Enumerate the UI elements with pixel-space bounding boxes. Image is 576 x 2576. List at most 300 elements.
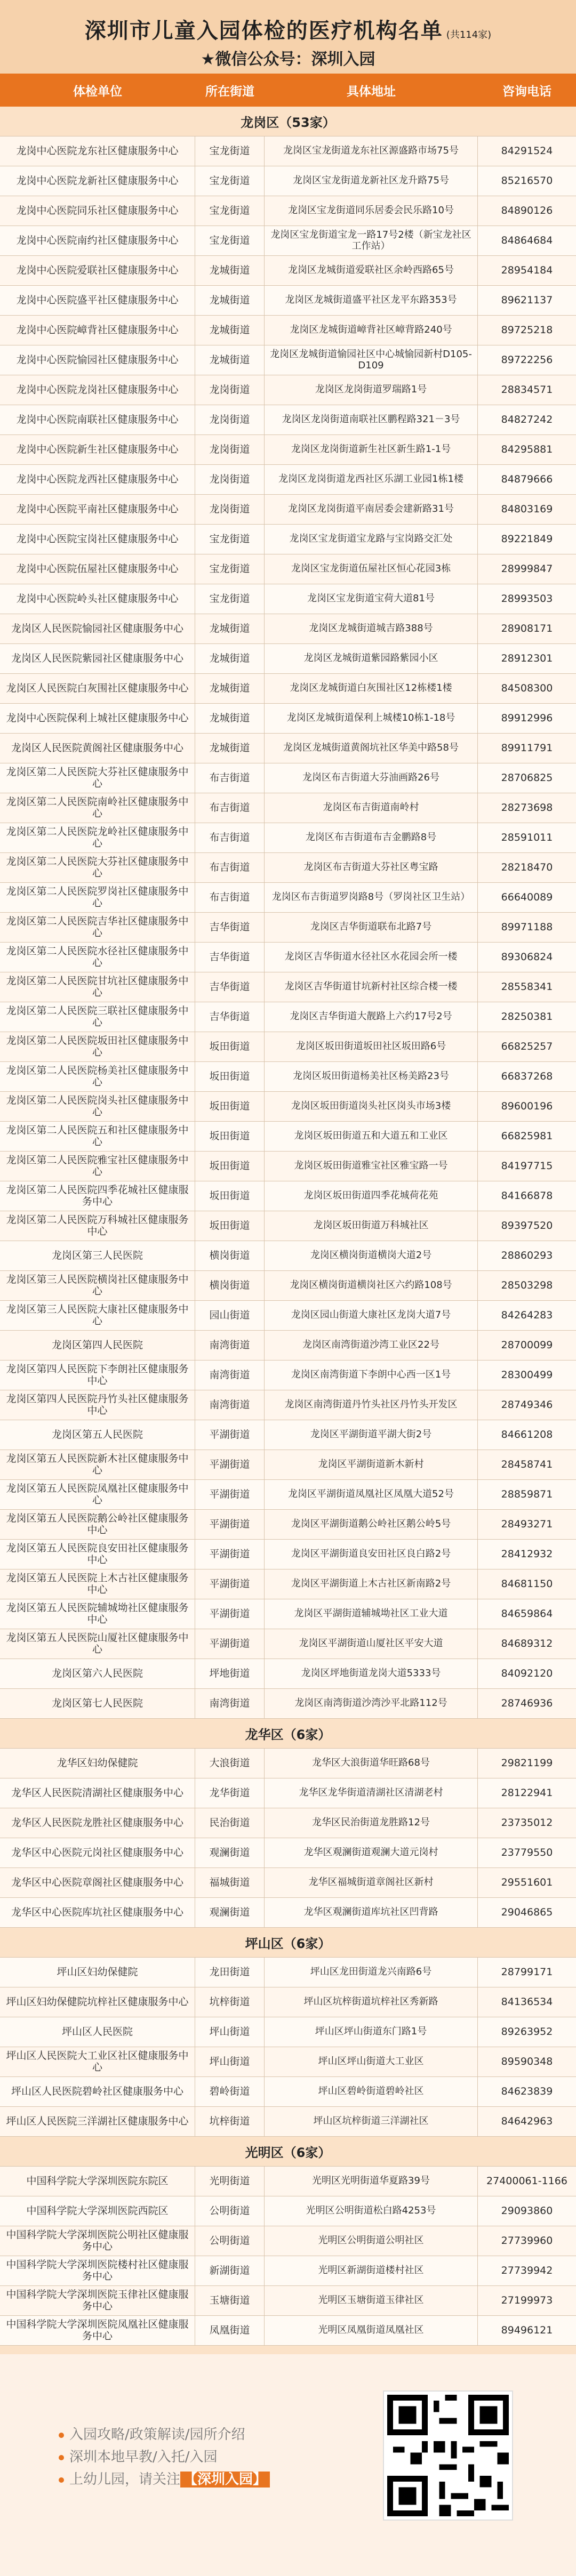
table-row [0, 2196, 576, 2226]
cell-address: 龙岗区龙岗街道南联社区鹏程路321－3号 [265, 405, 478, 434]
page-title: 深圳市儿童入园体检的医疗机构名单 (共114家) [84, 19, 492, 43]
cell-unit-name: 龙岗区第五人民医院新木社区健康服务中心 [0, 1450, 195, 1479]
cell-street: 公明街道 [195, 2196, 265, 2226]
cell-address: 龙岗区南湾街道下李朗中心西一区1号 [265, 1361, 478, 1390]
cell-phone: 28912301 [501, 652, 553, 664]
table-row [0, 674, 576, 704]
cell-address: 龙岗区平湖街道平湖大街2号 [265, 1420, 478, 1450]
bullet-icon [59, 2433, 64, 2438]
cell-address: 龙岗区龙城街道城吉路388号 [265, 614, 478, 643]
table-row [0, 435, 576, 465]
table-row [0, 1569, 576, 1599]
table-row [0, 853, 576, 883]
cell-phone: 27400061-1166 [486, 2175, 567, 2187]
cell-phone: 84661208 [501, 1428, 553, 1440]
cell-address: 龙岗区南湾街道沙湾沙平北路112号 [265, 1689, 478, 1718]
cell-street: 龙岗街道 [195, 375, 265, 405]
cell-phone: 84136534 [501, 1995, 553, 2008]
cell-phone: 89912996 [501, 712, 553, 724]
cell-street: 坂田街道 [195, 1092, 265, 1121]
cell-unit-name: 中国科学院大学深圳医院西院区 [0, 2196, 195, 2226]
cell-street: 南湾街道 [195, 1689, 265, 1718]
cell-street: 龙城街道 [195, 674, 265, 703]
table-row [0, 1420, 576, 1450]
cell-address: 龙岗区龙城街道愉园社区中心城愉园新村D105-D109 [265, 345, 478, 375]
cell-unit-name: 龙岗区第三人民医院横岗社区健康服务中心 [0, 1271, 195, 1300]
cell-address: 龙岗区宝龙街道龙东社区源盛路市场75号 [265, 136, 478, 166]
cell-address: 龙岗区平湖街道辅城坳社区工业大道 [265, 1599, 478, 1629]
cell-address: 龙岗区坪地街道龙岗大道5333号 [265, 1659, 478, 1688]
cell-address: 龙岗区龙城街道紫园路紫园小区 [265, 644, 478, 673]
cell-street: 吉华街道 [195, 913, 265, 942]
cell-phone: 28908171 [501, 622, 553, 634]
cell-unit-name: 龙岗区第二人民医院水径社区健康服务中心 [0, 943, 195, 972]
page-header [0, 0, 576, 74]
cell-address: 龙华区大浪街道华旺路68号 [265, 1749, 478, 1778]
cell-street: 坂田街道 [195, 1122, 265, 1151]
cell-unit-name: 龙岗中心医院伍屋社区健康服务中心 [0, 554, 195, 584]
cell-phone: 84803169 [501, 503, 553, 515]
cell-street: 龙城街道 [195, 316, 265, 345]
cell-phone: 28218470 [501, 861, 553, 873]
table-row [0, 883, 576, 913]
cell-address: 龙岗区宝龙街道宝荷大道81号 [265, 584, 478, 614]
cell-phone: 84890126 [501, 204, 553, 216]
cell-unit-name: 龙岗区第二人民医院大芬社区健康服务中心 [0, 763, 195, 793]
table-row [0, 465, 576, 495]
cell-unit-name: 龙岗区人民医院白灰围社区健康服务中心 [0, 674, 195, 703]
table-row [0, 495, 576, 525]
cell-unit-name: 龙岗中心医院愉园社区健康服务中心 [0, 345, 195, 375]
cell-phone: 29551601 [501, 1876, 553, 1888]
cell-address: 龙岗区园山街道大康社区龙岗大道7号 [265, 1301, 478, 1330]
cell-street: 南湾街道 [195, 1361, 265, 1390]
cell-street: 坪山街道 [195, 2047, 265, 2076]
cell-street: 布吉街道 [195, 883, 265, 912]
cell-street: 吉华街道 [195, 972, 265, 1002]
cell-street: 玉塘街道 [195, 2286, 265, 2315]
table-row [0, 2017, 576, 2047]
table-row [0, 734, 576, 763]
cell-phone: 28412932 [501, 1548, 553, 1560]
table-row [0, 525, 576, 554]
table-row [0, 166, 576, 196]
cell-address: 龙岗区平湖街道良安田社区良白路2号 [265, 1540, 478, 1569]
cell-address: 龙岗区龙城街道爱联社区余岭西路65号 [265, 256, 478, 285]
cell-unit-name: 龙岗中心医院岭头社区健康服务中心 [0, 584, 195, 614]
cell-address: 龙岗区龙城街道保利上城楼10栋1-18号 [265, 704, 478, 733]
cell-street: 吉华街道 [195, 1002, 265, 1032]
cell-unit-name: 龙岗中心医院盛平社区健康服务中心 [0, 286, 195, 315]
cell-street: 布吉街道 [195, 793, 265, 823]
cell-unit-name: 龙岗区第二人民医院四季花城社区健康服务中心 [0, 1181, 195, 1211]
cell-address: 光明区新湖街道楼村社区 [265, 2256, 478, 2285]
cell-address: 光明区公明街道松白路4253号 [265, 2196, 478, 2226]
cell-phone: 27199973 [501, 2294, 553, 2306]
cell-street: 平湖街道 [195, 1450, 265, 1479]
cell-unit-name: 龙华区中心医院元岗社区健康服务中心 [0, 1838, 195, 1867]
cell-address: 龙岗区横岗街道横岗大道2号 [265, 1241, 478, 1270]
cell-phone: 28746936 [501, 1697, 553, 1709]
cell-street: 坂田街道 [195, 1032, 265, 1061]
cell-unit-name: 龙岗区第四人民医院下李朗社区健康服务中心 [0, 1361, 195, 1390]
institution-table [0, 107, 576, 2405]
cell-address: 龙岗区横岗街道横岗社区六约路108号 [265, 1271, 478, 1300]
cell-address: 龙岗区龙城街道白灰围社区12栋楼1楼 [265, 674, 478, 703]
table-row [0, 1868, 576, 1898]
table-row [0, 972, 576, 1002]
cell-unit-name: 龙岗区第二人民医院大芬社区健康服务中心 [0, 853, 195, 882]
table-row [0, 1599, 576, 1629]
cell-unit-name: 龙岗区第五人民医院良安田社区健康服务中心 [0, 1540, 195, 1569]
table-row [0, 1152, 576, 1181]
cell-phone: 28999847 [501, 562, 553, 575]
table-row [0, 1450, 576, 1480]
cell-street: 坂田街道 [195, 1211, 265, 1241]
cell-address: 龙岗区龙城街道嶂背社区嶂背路240号 [265, 316, 478, 345]
cell-phone: 84295881 [501, 443, 553, 455]
cell-address: 龙岗区吉华街道大靓路上六约17号2号 [265, 1002, 478, 1032]
cell-phone: 28493271 [501, 1518, 553, 1530]
cell-address: 龙华区福城街道章阁社区新村 [265, 1868, 478, 1897]
cell-phone: 84642963 [501, 2115, 553, 2127]
cell-street: 平湖街道 [195, 1510, 265, 1539]
cell-phone: 84092120 [501, 1667, 553, 1679]
table-row [0, 793, 576, 823]
cell-phone: 89306824 [501, 951, 553, 963]
cell-address: 龙岗区吉华街道联布北路7号 [265, 913, 478, 942]
cell-phone: 84623839 [501, 2085, 553, 2097]
cell-address: 龙岗区吉华街道水径社区水花园会所一楼 [265, 943, 478, 972]
cell-address: 龙岗区宝龙街道龙新社区龙升路75号 [265, 166, 478, 196]
cell-phone: 66825981 [501, 1130, 553, 1142]
cell-address: 龙岗区平湖街道凤凰社区凤凰大道52号 [265, 1480, 478, 1509]
cell-unit-name: 龙岗区第二人民医院岗头社区健康服务中心 [0, 1092, 195, 1121]
cell-unit-name: 坪山区妇幼保健院坑梓社区健康服务中心 [0, 1987, 195, 2017]
cell-street: 布吉街道 [195, 763, 265, 793]
table-row [0, 704, 576, 734]
page-footer [0, 2354, 576, 2576]
table-row [0, 1898, 576, 1928]
cell-unit-name: 龙岗中心医院龙岗社区健康服务中心 [0, 375, 195, 405]
cell-phone: 28458741 [501, 1458, 553, 1470]
cell-unit-name: 龙岗区人民医院紫园社区健康服务中心 [0, 644, 195, 673]
cell-phone: 89971188 [501, 921, 553, 933]
cell-phone: 89725218 [501, 324, 553, 336]
table-row [0, 2047, 576, 2077]
cell-street: 坂田街道 [195, 1181, 265, 1211]
cell-phone: 84264283 [501, 1309, 553, 1321]
cell-unit-name: 龙岗区人民医院愉园社区健康服务中心 [0, 614, 195, 643]
cell-unit-name: 龙岗区第四人民医院 [0, 1331, 195, 1360]
cell-address: 龙岗区龙城街道盛平社区龙平东路353号 [265, 286, 478, 315]
cell-address: 龙华区观澜街道库坑社区凹背路 [265, 1898, 478, 1927]
table-row [0, 614, 576, 644]
cell-address: 龙岗区龙岗街道新生社区新生路1-1号 [265, 435, 478, 464]
cell-address: 龙华区观澜街道观澜大道元岗村 [265, 1838, 478, 1867]
cell-unit-name: 龙岗区第二人民医院杨美社区健康服务中心 [0, 1062, 195, 1091]
cell-phone: 89600196 [501, 1100, 553, 1112]
cell-street: 龙城街道 [195, 644, 265, 673]
table-row [0, 913, 576, 943]
district-section-header: 坪山区（6家） [0, 1928, 576, 1958]
table-row [0, 375, 576, 405]
table-row [0, 196, 576, 226]
cell-address: 龙岗区坂田街道雅宝社区雅宝路一号 [265, 1152, 478, 1181]
cell-street: 坑梓街道 [195, 2107, 265, 2136]
cell-phone: 29093860 [501, 2204, 553, 2217]
cell-unit-name: 龙岗区第二人民医院三联社区健康服务中心 [0, 1002, 195, 1032]
cell-phone: 89911791 [501, 742, 553, 754]
cell-street: 龙岗街道 [195, 435, 265, 464]
table-row [0, 2286, 576, 2316]
cell-phone: 28250381 [501, 1010, 553, 1023]
cell-street: 宝龙街道 [195, 136, 265, 166]
cell-unit-name: 龙岗区第五人民医院山厦社区健康服务中心 [0, 1629, 195, 1659]
table-row [0, 644, 576, 674]
cell-unit-name: 龙岗中心医院南联社区健康服务中心 [0, 405, 195, 434]
cell-phone: 28300499 [501, 1368, 553, 1381]
table-row [0, 584, 576, 614]
cell-street: 坂田街道 [195, 1062, 265, 1091]
table-row [0, 1032, 576, 1062]
cell-unit-name: 龙岗中心医院龙东社区健康服务中心 [0, 136, 195, 166]
cell-phone: 28122941 [501, 1786, 553, 1799]
cell-phone: 28749346 [501, 1398, 553, 1411]
cell-phone: 84291524 [501, 144, 553, 157]
table-row [0, 554, 576, 584]
cell-unit-name: 龙岗区第六人民医院 [0, 1659, 195, 1688]
cell-street: 南湾街道 [195, 1390, 265, 1420]
cell-unit-name: 中国科学院大学深圳医院东院区 [0, 2167, 195, 2196]
table-row [0, 1749, 576, 1778]
table-row [0, 1390, 576, 1420]
cell-street: 龙岗街道 [195, 495, 265, 524]
cell-street: 坂田街道 [195, 1152, 265, 1181]
cell-phone: 85216570 [501, 174, 553, 187]
cell-phone: 28503298 [501, 1279, 553, 1291]
cell-address: 龙岗区坂田街道万科城社区 [265, 1211, 478, 1241]
cell-address: 龙岗区平湖街道山厦社区平安大道 [265, 1629, 478, 1659]
cell-unit-name: 龙岗区第二人民医院罗岗社区健康服务中心 [0, 883, 195, 912]
cell-phone: 89221849 [501, 533, 553, 545]
col-header-unit: 体检单位 [73, 84, 122, 99]
cell-address: 龙华区民治街道龙胜路12号 [265, 1808, 478, 1838]
footer-list [59, 2424, 270, 2491]
cell-street: 横岗街道 [195, 1271, 265, 1300]
cell-phone: 28558341 [501, 980, 553, 993]
table-row [0, 1301, 576, 1331]
cell-unit-name: 龙岗区第三人民医院大康社区健康服务中心 [0, 1301, 195, 1330]
table-row [0, 226, 576, 256]
cell-street: 布吉街道 [195, 823, 265, 852]
cell-phone: 66640089 [501, 891, 553, 903]
cell-unit-name: 龙华区人民医院龙胜社区健康服务中心 [0, 1808, 195, 1838]
cell-phone: 66837268 [501, 1070, 553, 1082]
cell-unit-name: 龙岗区第五人民医院辅城坳社区健康服务中心 [0, 1599, 195, 1629]
cell-street: 龙华街道 [195, 1778, 265, 1808]
cell-address: 龙岗区宝龙街道同乐居委会民乐路10号 [265, 196, 478, 226]
cell-address: 光明区公明街道公明社区 [265, 2226, 478, 2256]
cell-unit-name: 坪山区人民医院三洋湖社区健康服务中心 [0, 2107, 195, 2136]
cell-phone: 84508300 [501, 682, 553, 694]
cell-unit-name: 中国科学院大学深圳医院公明社区健康服务中心 [0, 2226, 195, 2256]
cell-unit-name: 坪山区妇幼保健院 [0, 1958, 195, 1987]
cell-phone: 89621137 [501, 294, 553, 306]
cell-address: 光明区玉塘街道玉律社区 [265, 2286, 478, 2315]
cell-unit-name: 中国科学院大学深圳医院楼村社区健康服务中心 [0, 2256, 195, 2285]
cell-street: 龙城街道 [195, 734, 265, 763]
cell-street: 坪地街道 [195, 1659, 265, 1688]
count-note: (共114家) [446, 29, 492, 41]
cell-address: 龙岗区平湖街道新木新村 [265, 1450, 478, 1479]
cell-street: 福城街道 [195, 1868, 265, 1897]
cell-unit-name: 龙岗中心医院龙新社区健康服务中心 [0, 166, 195, 196]
cell-unit-name: 龙岗区第二人民医院坂田社区健康服务中心 [0, 1032, 195, 1061]
table-row [0, 2226, 576, 2256]
table-row [0, 256, 576, 286]
cell-address: 光明区凤凰街道凤凰社区 [265, 2316, 478, 2345]
table-row [0, 1808, 576, 1838]
cell-address: 龙岗区龙城街道黄阁坑社区华美中路58号 [265, 734, 478, 763]
cell-address: 光明区光明街道华夏路39号 [265, 2167, 478, 2196]
cell-address: 坪山区坑梓街道三洋湖社区 [265, 2107, 478, 2136]
cell-unit-name: 中国科学院大学深圳医院玉律社区健康服务中心 [0, 2286, 195, 2315]
cell-street: 观澜街道 [195, 1838, 265, 1867]
cell-phone: 27739942 [501, 2264, 553, 2276]
cell-street: 新湖街道 [195, 2256, 265, 2285]
cell-address: 龙岗区布吉街道大芬油画路26号 [265, 763, 478, 793]
cell-phone: 84197715 [501, 1160, 553, 1172]
cell-street: 坪山街道 [195, 2017, 265, 2047]
cell-street: 龙岗街道 [195, 405, 265, 434]
cell-street: 平湖街道 [195, 1629, 265, 1659]
cell-street: 碧岭街道 [195, 2077, 265, 2106]
cell-address: 龙岗区布吉街道布吉金鹏路8号 [265, 823, 478, 852]
cell-address: 龙岗区吉华街道甘坑新村社区综合楼一楼 [265, 972, 478, 1002]
cell-street: 龙城街道 [195, 345, 265, 375]
cell-street: 大浪街道 [195, 1749, 265, 1778]
cell-phone: 28706825 [501, 771, 553, 784]
cell-address: 龙岗区南湾街道丹竹头社区丹竹头开发区 [265, 1390, 478, 1420]
cell-unit-name: 龙岗区人民医院黄阁社区健康服务中心 [0, 734, 195, 763]
cell-street: 龙城街道 [195, 286, 265, 315]
table-row [0, 1778, 576, 1808]
cell-unit-name: 龙岗中心医院保利上城社区健康服务中心 [0, 704, 195, 733]
table-row [0, 1092, 576, 1122]
cell-street: 宝龙街道 [195, 554, 265, 584]
cell-phone: 84166878 [501, 1189, 553, 1202]
table-row [0, 1122, 576, 1152]
qr-code-icon[interactable] [384, 2392, 512, 2519]
cell-street: 平湖街道 [195, 1569, 265, 1599]
cell-unit-name: 龙岗区第四人民医院丹竹头社区健康服务中心 [0, 1390, 195, 1420]
col-header-phone: 咨询电话 [502, 84, 551, 99]
cell-street: 横岗街道 [195, 1241, 265, 1270]
cell-street: 布吉街道 [195, 853, 265, 882]
cell-street: 凤凰街道 [195, 2316, 265, 2345]
cell-unit-name: 龙岗中心医院嶂背社区健康服务中心 [0, 316, 195, 345]
cell-unit-name: 龙岗中心医院同乐社区健康服务中心 [0, 196, 195, 226]
cell-address: 坪山区龙田街道龙兴南路6号 [265, 1958, 478, 1987]
cell-phone: 28859871 [501, 1488, 553, 1500]
table-row [0, 1271, 576, 1301]
cell-phone: 28273698 [501, 801, 553, 814]
cell-address: 龙岗区宝龙街道宝龙路与宝岗路交汇处 [265, 525, 478, 554]
cell-unit-name: 龙岗区第二人民医院甘坑社区健康服务中心 [0, 972, 195, 1002]
cell-phone: 84681150 [501, 1577, 553, 1590]
table-row [0, 1540, 576, 1569]
table-row [0, 2316, 576, 2346]
cell-phone: 66825257 [501, 1040, 553, 1052]
cell-unit-name: 龙岗区第五人民医院上木古社区健康服务中心 [0, 1569, 195, 1599]
table-row [0, 405, 576, 435]
table-row [0, 1241, 576, 1271]
cell-unit-name: 坪山区人民医院大工业区社区健康服务中心 [0, 2047, 195, 2076]
cell-address: 龙岗区坂田街道四季花城荷花苑 [265, 1181, 478, 1211]
cell-unit-name: 龙岗中心医院新生社区健康服务中心 [0, 435, 195, 464]
cell-street: 观澜街道 [195, 1898, 265, 1927]
table-row [0, 1480, 576, 1510]
cell-phone: 84659864 [501, 1607, 553, 1620]
cell-address: 龙岗区平湖街道上木古社区新南路2号 [265, 1569, 478, 1599]
cell-street: 龙岗街道 [195, 465, 265, 494]
table-row [0, 286, 576, 316]
cell-unit-name: 龙岗区第二人民医院龙岭社区健康服务中心 [0, 823, 195, 852]
table-row [0, 1958, 576, 1987]
cell-street: 宝龙街道 [195, 226, 265, 255]
cell-phone: 84879666 [501, 473, 553, 485]
cell-address: 龙岗区布吉街道罗岗路8号（罗岗社区卫生站） [265, 883, 478, 912]
table-row [0, 823, 576, 853]
cell-phone: 28954184 [501, 264, 553, 276]
footer-item: 入园攻略/政策解读/园所介绍 [59, 2424, 270, 2446]
cell-street: 龙城街道 [195, 256, 265, 285]
cell-address: 龙岗区坂田街道五和大道五和工业区 [265, 1122, 478, 1151]
district-section-header: 龙岗区（53家） [0, 107, 576, 136]
cell-address: 龙岗区布吉街道大芬社区粤宝路 [265, 853, 478, 882]
cell-phone: 28799171 [501, 1966, 553, 1978]
table-row [0, 345, 576, 375]
cell-street: 坑梓街道 [195, 1987, 265, 2017]
cell-phone: 89722256 [501, 353, 553, 366]
cell-street: 吉华街道 [195, 943, 265, 972]
footer-highlight: 【深圳入园】 [180, 2472, 270, 2488]
cell-street: 宝龙街道 [195, 166, 265, 196]
cell-unit-name: 龙岗区第二人民医院万科城社区健康服务中心 [0, 1211, 195, 1241]
footer-item: 深圳本地早教/入托/入园 [59, 2446, 270, 2468]
bullet-icon [59, 2455, 64, 2460]
cell-unit-name: 龙岗区第二人民医院雅宝社区健康服务中心 [0, 1152, 195, 1181]
cell-unit-name: 坪山区人民医院碧岭社区健康服务中心 [0, 2077, 195, 2106]
table-row [0, 1062, 576, 1092]
cell-unit-name: 龙岗区第五人民医院鹅公岭社区健康服务中心 [0, 1510, 195, 1539]
cell-street: 平湖街道 [195, 1480, 265, 1509]
table-row [0, 2077, 576, 2107]
cell-street: 平湖街道 [195, 1420, 265, 1450]
district-section-header: 龙华区（6家） [0, 1719, 576, 1749]
cell-address: 龙岗区平湖街道鹅公岭社区鹅公岭5号 [265, 1510, 478, 1539]
table-row [0, 1211, 576, 1241]
cell-street: 公明街道 [195, 2226, 265, 2256]
cell-phone: 23735012 [501, 1816, 553, 1829]
cell-address: 龙华区龙华街道清湖社区清湖老村 [265, 1778, 478, 1808]
cell-address: 龙岗区龙岗街道平南居委会建新路31号 [265, 495, 478, 524]
table-row [0, 1510, 576, 1540]
cell-phone: 27739960 [501, 2234, 553, 2247]
cell-street: 平湖街道 [195, 1599, 265, 1629]
cell-unit-name: 龙岗区第三人民医院 [0, 1241, 195, 1270]
